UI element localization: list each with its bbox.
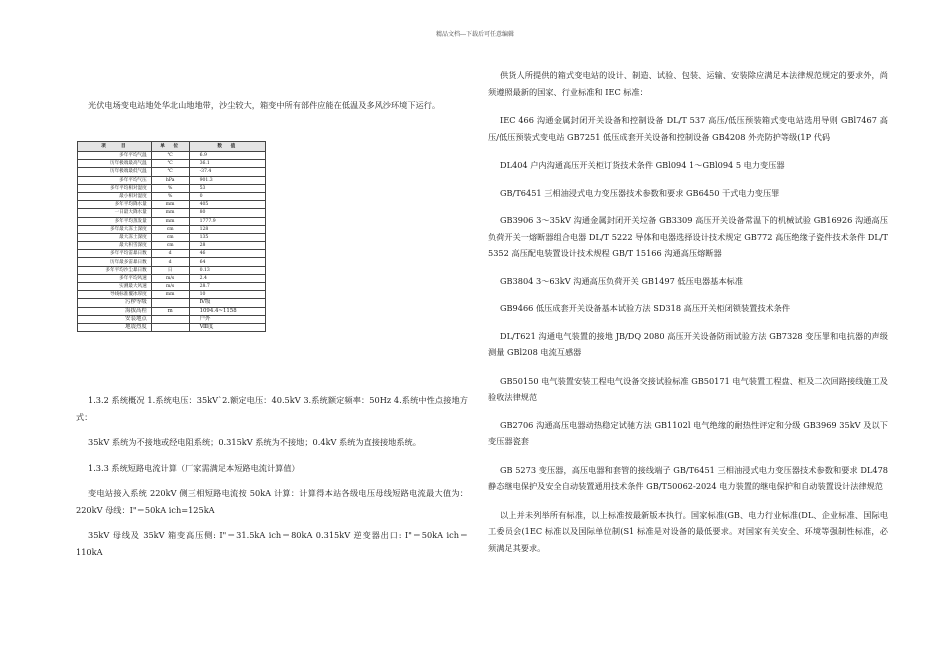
table-header-item: 项 目 <box>78 142 152 152</box>
table-cell-item: 历年最多雷暴日数 <box>78 258 152 266</box>
table-cell-value: 2.4 <box>189 274 265 282</box>
table-cell-item: 多年平均气压 <box>78 176 152 184</box>
left-column <box>76 97 468 114</box>
table-cell-item: 安装地点 <box>78 315 152 323</box>
table-cell-unit <box>151 315 189 323</box>
table-cell-value: 901.3 <box>189 176 265 184</box>
table-cell-value: -37.4 <box>189 168 265 176</box>
standards-paragraph: 供货人所提供的箱式变电站的设计、制造、试验、包装、运输、安装除应满足本法律规范规定的要求外，尚须遵照最新的国家、行业标准和 IEC 标准： <box>488 70 888 97</box>
table-cell-unit: ℃ <box>151 152 189 160</box>
table-cell-unit: m/s <box>151 283 189 291</box>
table-row <box>78 176 266 184</box>
table-cell-value: 53 <box>189 184 265 192</box>
standards-paragraph: GB2706 沟通高压电器动热稳定试驰方法 GB1102l 电气绝缘的耐热性评定和分级 GB3969 35kV 及以下变压器瓷套 <box>488 419 888 446</box>
table-cell-value: 1094.4~1158 <box>189 307 265 315</box>
table-row <box>78 274 266 282</box>
standards-paragraph: DL/T621 沟通电气装置的接地 JB/DQ 2080 高压开关设备防雨试验方法 GB7328 变压罪和电抗器的声级测量 GBl208 电流互感器 <box>488 330 888 357</box>
table-row <box>78 209 266 217</box>
table-cell-unit: ℃ <box>151 168 189 176</box>
table-cell-value: 36.1 <box>189 160 265 168</box>
table-cell-value: 405 <box>189 201 265 209</box>
standards-paragraph: GB3804 3～63kV 沟通高压负荷开关 GB1497 低压电器基本标准 <box>500 275 743 286</box>
table-cell-unit: mm <box>151 217 189 225</box>
table-cell-unit: m <box>151 307 189 315</box>
standards-paragraph: IEC 466 沟通金属封闭开关设备和控制设备 DL/T 537 高压/低压预装箱式变电站选用导则 GBl7467 高压/低压预装式变电站 GB7251 低压成套开关设备和控制设备 GB4208 外壳防护等级(1P 代码 <box>488 115 888 142</box>
table-row <box>78 242 266 250</box>
table-cell-unit: ℃ <box>151 160 189 168</box>
table-cell-value: 1777.9 <box>189 217 265 225</box>
table-cell-item: 一日最大降水量 <box>78 209 152 217</box>
table-cell-unit: cm <box>151 233 189 241</box>
table-row <box>78 233 266 241</box>
table-cell-unit: % <box>151 184 189 192</box>
climate-table-body <box>78 152 266 332</box>
table-cell-value: 28 <box>189 242 265 250</box>
table-cell-unit: mm <box>151 291 189 299</box>
table-cell-unit: hPa <box>151 176 189 184</box>
table-cell-unit: cm <box>151 242 189 250</box>
intro-paragraph: 光伏电场变电站地处华北山地地带，沙尘较大，箱变中所有部件应能在低温及多风沙环境下运行。 <box>88 100 441 110</box>
table-cell-item: 最大冻土深度 <box>78 233 152 241</box>
grounding-paragraph: 35kV 系统为不接地或经电阻系统；0.315kV 系统为不接地；0.4kV 系统为直接接地系统。 <box>88 437 421 447</box>
table-cell-unit: mm <box>151 201 189 209</box>
table-row <box>78 152 266 160</box>
table-cell-item: 海拔高程 <box>78 307 152 315</box>
table-cell-item: 多年平均相对湿度 <box>78 184 152 192</box>
table-cell-unit: d <box>151 250 189 258</box>
standards-paragraph: GB3906 3～35kV 沟通金属封闭开关垃备 GB3309 高压开关设备常温下的机械试验 GB16926 沟通高压负荷开关一熔断器组合电器 DL/T 5222 导体和电器选择设计技术规定 GB772 高压绝缘子瓷件技术条件 DL/T 5352 高压配电装置设计技术规程 GB/T 15166 沟通高压熔断器 <box>488 215 888 258</box>
table-row <box>78 323 266 331</box>
table-cell-value: Ⅳ级 <box>189 299 265 307</box>
table-cell-item: 多年最大冻土深度 <box>78 225 152 233</box>
page-header: 精品文档---下载后可任意编辑 <box>435 31 515 38</box>
table-row <box>78 225 266 233</box>
table-cell-unit <box>151 299 189 307</box>
table-cell-value: 0.13 <box>189 266 265 274</box>
table-row <box>78 299 266 307</box>
standards-paragraph: 以上并未列举所有标准，以上标准按最新版本执行。国家标准(GB、电力行业标准(DL、企业标准、国际电工委员会(1EC 标准以及国际单位制(S1 标准是对设备的最低要求。对国家有关安全、环境等强制性标准，必须满足其要求。 <box>488 509 888 553</box>
left-column-lower <box>76 392 468 560</box>
table-cell-unit: d <box>151 258 189 266</box>
table-row <box>78 168 266 176</box>
table-cell-item: 污秽等级 <box>78 299 152 307</box>
short-circuit-paragraph: 变电站接入系统 220kV 侧三相短路电流按 50kA 计算：计算得本站各级电压母线短路电流最大值为：220kV 母线：I"＝50kA ich=125kA <box>76 488 468 515</box>
table-row <box>78 184 266 192</box>
table-row <box>78 201 266 209</box>
table-cell-item: 导线标准覆冰厚度 <box>78 291 152 299</box>
table-row <box>78 315 266 323</box>
table-cell-item: 多年平均风速 <box>78 274 152 282</box>
table-cell-value: 28.7 <box>189 283 265 291</box>
standards-paragraph: GB/T6451 三相油浸式电力变压器技术参数和要求 GB6450 干式电力变压罪 <box>500 187 780 198</box>
table-cell-item: 多年平均蒸发量 <box>78 217 152 225</box>
table-cell-item: 历年极端最高气温 <box>78 160 152 168</box>
standards-paragraph: GB 5273 变压器，高压电器和套管的接线端子 GB/T6451 三相油浸式电力变压器技术参数和要求 DL478 静态继电保护及安全自动装置通用技术条件 GB/T50062-2024 电力装置的继电保护和自动装置设计法律规范 <box>488 464 888 491</box>
table-cell-item: 多年平均降水量 <box>78 201 152 209</box>
table-cell-unit: cm <box>151 225 189 233</box>
table-cell-value: 46 <box>189 250 265 258</box>
table-cell-value: 6.9 <box>189 152 265 160</box>
standards-paragraph: GB50150 电气装置安装工程电气设备交接试验标准 GB50171 电气装置工程盘、柜及二次回路接线施工及验收法律规范 <box>488 375 888 402</box>
table-header-row <box>78 142 266 152</box>
short-circuit-heading: 1.3.3 系统短路电流计算（厂家需满足本短路电流计算值） <box>88 462 300 473</box>
table-cell-unit: m/s <box>151 274 189 282</box>
standards-paragraph: DL404 户内沟通高压开关柜订货技术条件 GBl094 1～GBl094 5 电力变压器 <box>500 160 785 170</box>
table-cell-value: 80 <box>189 209 265 217</box>
table-header-unit: 单 位 <box>151 142 189 152</box>
table-cell-item: 历年极端最低气温 <box>78 168 152 176</box>
table-cell-item: 实测最大风速 <box>78 283 152 291</box>
table-cell-value: 64 <box>189 258 265 266</box>
table-cell-item: 地震烈度 <box>78 323 152 331</box>
table-row <box>78 250 266 258</box>
table-cell-item: 最小相对湿度 <box>78 192 152 200</box>
table-cell-item: 多年平均气温 <box>78 152 152 160</box>
table-cell-value: 10 <box>189 291 265 299</box>
table-cell-unit: % <box>151 192 189 200</box>
table-cell-value: 0 <box>189 192 265 200</box>
table-cell-value: Ⅷ度 <box>189 323 265 331</box>
busbar-current-paragraph: 35kV 母线及 35kV 箱变高压侧: I"＝31.5kA ich＝80kA 0.315kV 逆变器出口: I"＝50kA ich＝110kA <box>76 530 468 557</box>
right-column <box>488 67 888 556</box>
climate-table <box>77 141 266 332</box>
table-cell-unit: 日 <box>151 266 189 274</box>
table-cell-unit <box>151 323 189 331</box>
table-row <box>78 160 266 168</box>
table-row <box>78 217 266 225</box>
system-overview-paragraph: 1.3.2 系统概况 1.系统电压：35kV`2.额定电压：40.5kV 3.系统额定频率：50Hz 4.系统中性点接地方式： <box>76 395 468 422</box>
table-row <box>78 291 266 299</box>
table-cell-value: 135 <box>189 233 265 241</box>
table-cell-item: 多年平均沙尘暴日数 <box>78 266 152 274</box>
table-row <box>78 192 266 200</box>
table-cell-unit: mm <box>151 209 189 217</box>
table-row <box>78 283 266 291</box>
table-cell-value: 128 <box>189 225 265 233</box>
table-cell-value: 户外 <box>189 315 265 323</box>
table-cell-item: 多年平均雷暴日数 <box>78 250 152 258</box>
standards-paragraph: GB9466 低压成套开关设备基本试验方法 SD318 高压开关柜闭锁装置技术条件 <box>500 303 791 313</box>
table-row <box>78 266 266 274</box>
table-header-value: 数 值 <box>189 142 265 152</box>
table-row <box>78 258 266 266</box>
table-row <box>78 307 266 315</box>
table-cell-item: 最大积雪深度 <box>78 242 152 250</box>
